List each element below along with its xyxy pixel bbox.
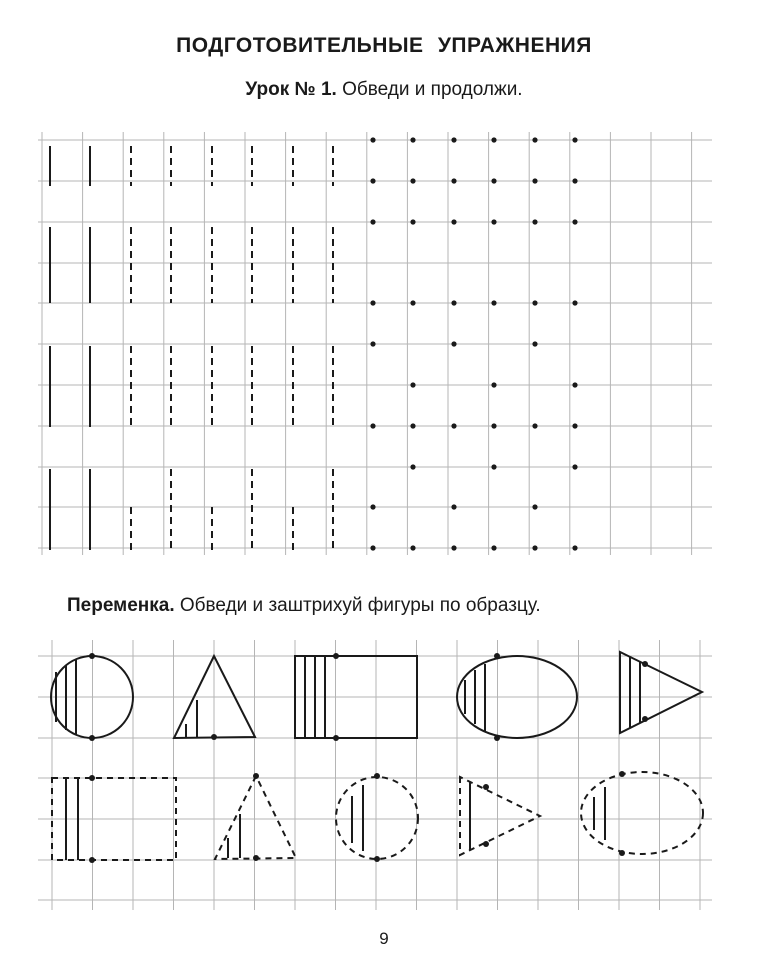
anchor-dot [642, 716, 648, 722]
anchor-dot [642, 661, 648, 667]
anchor-dot [374, 856, 380, 862]
anchor-dot [89, 735, 95, 741]
anchor-dot [619, 850, 625, 856]
anchor-dot [89, 857, 95, 863]
page-number: 9 [379, 929, 389, 948]
dashed-sideways-triangle-shape [460, 777, 540, 855]
anchor-dot [333, 653, 339, 659]
anchor-dot [253, 773, 259, 779]
page-title: ПОДГОТОВИТЕЛЬНЫЕ УПРАЖНЕНИЯ [176, 34, 592, 57]
lesson-label: Урок № 1. [245, 79, 337, 100]
anchor-dot [494, 653, 500, 659]
anchor-dot [333, 735, 339, 741]
anchor-dot [374, 773, 380, 779]
lesson-instruction: Обведи и продолжи. [342, 79, 523, 100]
dashed-ellipse-shape [581, 772, 703, 854]
anchor-dot [89, 653, 95, 659]
circle-shape [51, 656, 133, 738]
break-label: Переменка. [67, 595, 175, 616]
anchor-dot [89, 775, 95, 781]
rectangle-shape [295, 656, 417, 738]
dashed-rectangle-shape [52, 778, 176, 860]
anchor-dot [619, 771, 625, 777]
anchor-dot [483, 841, 489, 847]
anchor-dot [494, 735, 500, 741]
dashed-circle-shape [336, 777, 418, 859]
break-instruction: Обведи и заштрихуй фигуры по образцу. [179, 595, 541, 616]
sideways-triangle-shape [620, 652, 702, 733]
anchor-dot [483, 784, 489, 790]
anchor-dot [253, 855, 259, 861]
anchor-dot [211, 734, 217, 740]
